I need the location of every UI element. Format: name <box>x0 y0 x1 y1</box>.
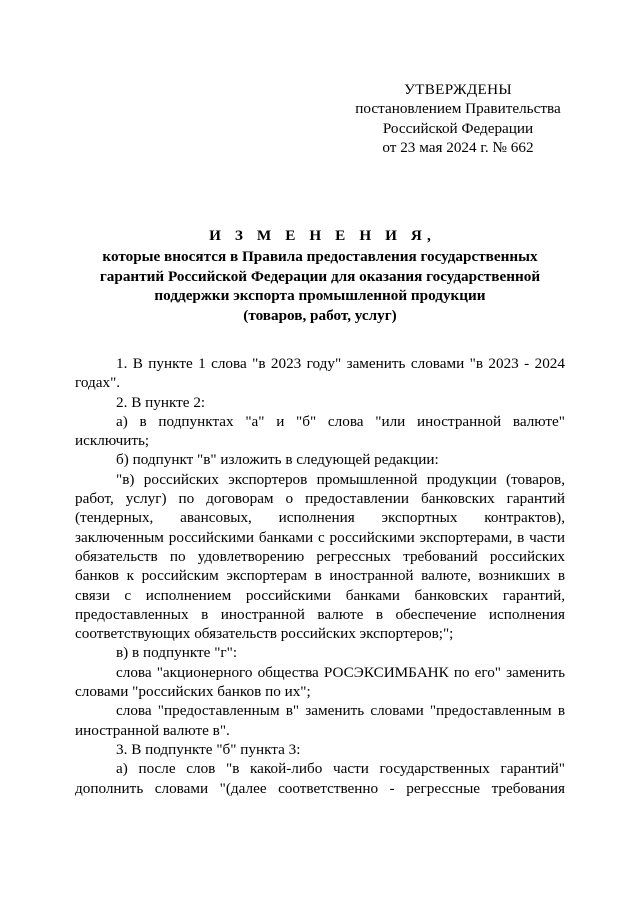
paragraph-6: в) в подпункте "г": <box>116 644 238 662</box>
heading-subtitle-line-2: гарантий Российской Федерации для оказания государственной <box>99 267 541 285</box>
document-body <box>75 354 565 798</box>
heading-subtitle <box>0 246 640 325</box>
heading-subtitle-line-3: поддержки экспорта промышленной продукции <box>154 287 486 305</box>
heading-subtitle-line-1: которые вносятся в Правила предоставления государственных <box>102 248 538 265</box>
heading-subtitle-line-4: (товаров, работ, услуг) <box>243 306 397 324</box>
approval-title: УТВЕРЖДЕНЫ <box>404 81 512 98</box>
approval-line-3: от 23 мая 2024 г. № 662 <box>382 139 534 157</box>
heading-title: И З М Е Н Е Н И Я, <box>209 227 436 244</box>
paragraph-7: слова "акционерного общества РОСЭКСИМБАНК по его" заменить словами "российских банков по их"; <box>75 663 565 701</box>
paragraph-4: б) подпункт "в" изложить в следующей редакции: <box>116 451 439 469</box>
approval-block <box>340 80 576 158</box>
approval-line-2: Российской Федерации <box>382 119 534 137</box>
paragraph-8: слова "предоставленным в" заменить словами "предоставленным в иностранной валюте в". <box>75 702 565 739</box>
paragraph-1: 1. В пункте 1 слова "в 2023 году" заменить словами "в 2023 - 2024 годах". <box>75 355 565 392</box>
document-heading <box>0 227 640 325</box>
paragraph-2: 2. В пункте 2: <box>116 393 206 411</box>
paragraph-3: а) в подпунктах "а" и "б" слова "или иностранной валюте" исключить; <box>75 412 565 450</box>
approval-line-1: постановлением Правительства <box>355 100 561 118</box>
paragraph-5: "в) российских экспортеров промышленной продукции (товаров, работ, услуг) по договорам о предоставлении банковских гарантий (тендерных, авансовых, исполнения экспортных контрактов), заключенным российскими банками с российскими экспортерами, в части обязательств по удовлетворению регрессных требований российских банков к российским экспортерам в иностранной валюте, возникших в связи с исполнением российскими банками банковских гарантий, предоставленных в иностранной валюте в обеспечение исполнения соответствующих обязательств российских экспортеров;"; <box>75 470 565 643</box>
paragraph-9: 3. В подпункте "б" пункта 3: <box>116 740 301 758</box>
paragraph-10: а) после слов "в какой-либо части государственных гарантий" дополнить словами "(далее соответственно - регрессные требования <box>75 760 565 797</box>
